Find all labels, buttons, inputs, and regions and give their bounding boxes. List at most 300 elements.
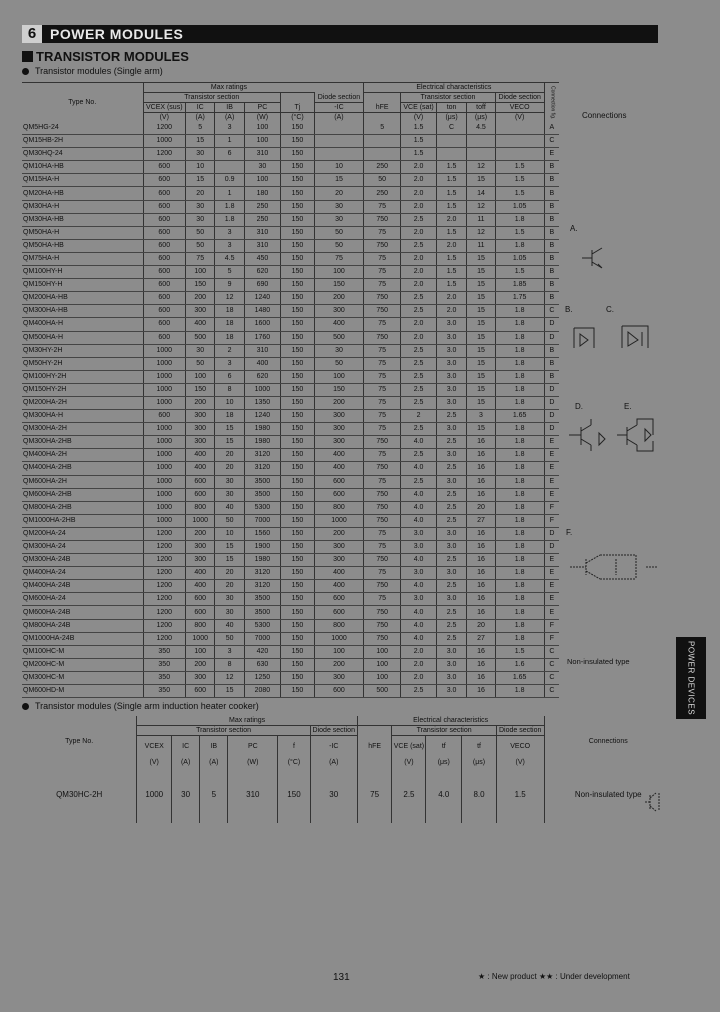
table-cell: B: [544, 200, 559, 213]
table-cell: 150: [281, 187, 315, 200]
table-cell: 16: [467, 658, 495, 671]
table-cell: 1: [215, 135, 244, 148]
table-cell: 600: [143, 252, 185, 265]
table-cell: E: [544, 436, 559, 449]
table-cell: 200: [314, 292, 363, 305]
table-cell: 150: [281, 436, 315, 449]
table-cell: 100: [186, 645, 215, 658]
table-cell: 4.0: [401, 488, 436, 501]
table-cell: 1200: [143, 527, 185, 540]
table-cell: 18: [215, 410, 244, 423]
table-cell: 2.5: [401, 370, 436, 383]
table-cell: [495, 148, 544, 161]
type-no-cell: QM30HA-H: [22, 200, 143, 213]
table-cell: 100: [314, 370, 363, 383]
table-cell: 620: [244, 266, 280, 279]
conn-c-label: C.: [606, 305, 614, 314]
table-cell: 75: [364, 357, 401, 370]
table-cell: 2.0: [401, 318, 436, 331]
table-cell: 1.8: [495, 213, 544, 226]
table-cell: 1000: [143, 514, 185, 527]
table-cell: 4.0: [401, 619, 436, 632]
table-cell: 50: [186, 239, 215, 252]
type-no-cell: QM200HA-HB: [22, 292, 143, 305]
table-cell: 75: [364, 344, 401, 357]
electrical-header: Electrical characteristics: [364, 83, 545, 93]
table-cell: 1.5: [495, 226, 544, 239]
table-cell: 2.0: [436, 292, 467, 305]
table-cell: 310: [244, 239, 280, 252]
table-cell: 16: [467, 488, 495, 501]
table-cell: 15: [467, 370, 495, 383]
diode-section-header: Diode section: [314, 93, 363, 103]
table-cell: B: [544, 266, 559, 279]
table-cell: 150: [281, 331, 315, 344]
table-cell: 400: [314, 318, 363, 331]
table-cell: 600: [143, 410, 185, 423]
table-cell: 750: [364, 554, 401, 567]
table-cell: 1000: [143, 357, 185, 370]
sym-header: hFE: [364, 103, 401, 113]
table-cell: 600: [314, 593, 363, 606]
table-cell: 75: [364, 318, 401, 331]
table-cell: F: [544, 632, 559, 645]
table-cell: B: [544, 279, 559, 292]
sym-header: IC: [186, 103, 215, 113]
table-cell: 750: [364, 619, 401, 632]
table-cell: 1200: [143, 606, 185, 619]
table-cell: 350: [143, 671, 185, 684]
table-cell: A: [544, 122, 559, 135]
table-row: [22, 239, 559, 252]
table-cell: 600: [143, 318, 185, 331]
table-cell: 4.0: [401, 501, 436, 514]
type-no-cell: QM1000HA-2HB: [22, 514, 143, 527]
table-cell: 3500: [244, 488, 280, 501]
table-row: [22, 148, 559, 161]
table-cell: 1980: [244, 423, 280, 436]
table-cell: 1.5: [495, 174, 544, 187]
table-cell: 200: [186, 527, 215, 540]
table-cell: B: [544, 370, 559, 383]
table-cell: 1200: [143, 567, 185, 580]
transistor-modules-table: [22, 82, 559, 698]
table-cell: 3: [215, 645, 244, 658]
table-cell: 1350: [244, 396, 280, 409]
table-cell: E: [544, 449, 559, 462]
table-cell: 2.0: [436, 239, 467, 252]
table-cell: 2.0: [401, 187, 436, 200]
type-no-cell: QM30HY-2H: [22, 344, 143, 357]
table-cell: 2.0: [401, 226, 436, 239]
table-cell: 75: [357, 767, 392, 823]
table-cell: 600: [143, 213, 185, 226]
table-cell: 4.0: [426, 767, 462, 823]
table-cell: D: [544, 331, 559, 344]
type-no-cell: QM200HC-M: [22, 658, 143, 671]
table-cell: 18: [215, 331, 244, 344]
table-cell: [467, 148, 495, 161]
type-no-cell: QM300HA-24: [22, 541, 143, 554]
table-row: [22, 383, 559, 396]
table-cell: 1.5: [401, 122, 436, 135]
table-cell: 20: [215, 462, 244, 475]
unit-header: (W): [228, 758, 278, 767]
table-cell: 15: [467, 174, 495, 187]
table-cell: [364, 135, 401, 148]
table-cell: 20: [186, 187, 215, 200]
table-row: [22, 436, 559, 449]
electrical-header-2: Electrical characteristics: [357, 716, 544, 726]
table-cell: E: [544, 567, 559, 580]
table-cell: 400: [314, 580, 363, 593]
table-cell: 1.5: [436, 279, 467, 292]
unit-header: (μs): [467, 113, 495, 123]
table-cell: 150: [281, 619, 315, 632]
table-cell: 10: [186, 161, 215, 174]
table-cell: 150: [281, 423, 315, 436]
table-cell: 75: [314, 252, 363, 265]
unit-header: (A): [186, 113, 215, 123]
table-cell: 2.5: [401, 396, 436, 409]
table-row: [22, 370, 559, 383]
table-cell: D: [544, 541, 559, 554]
table-cell: 20: [314, 187, 363, 200]
table-cell: 310: [228, 767, 278, 823]
table-cell: C: [544, 671, 559, 684]
table-cell: 75: [364, 370, 401, 383]
table-cell: 30: [186, 344, 215, 357]
table-cell: 1.65: [495, 671, 544, 684]
sym-header: Tj: [281, 103, 315, 113]
table-cell: 1560: [244, 527, 280, 540]
table-cell: 2.5: [401, 449, 436, 462]
table-cell: 300: [314, 554, 363, 567]
table-cell: 1000: [244, 383, 280, 396]
sym-header: tf: [462, 736, 497, 758]
sym-header: IB: [200, 736, 228, 758]
table-cell: 15: [215, 554, 244, 567]
table-cell: 400: [186, 318, 215, 331]
table-cell: 11: [467, 213, 495, 226]
table-row: [22, 606, 559, 619]
table-cell: 16: [467, 527, 495, 540]
table-cell: 750: [364, 488, 401, 501]
table-cell: 100: [314, 266, 363, 279]
table-cell: 310: [244, 226, 280, 239]
table-cell: 150: [281, 200, 315, 213]
type-no-cell: QM300HA-H: [22, 410, 143, 423]
type-no-cell: QM600HD-M: [22, 685, 143, 698]
table-cell: B: [544, 161, 559, 174]
conn-bc-diagram-icon: [568, 318, 658, 354]
table-cell: 10: [215, 527, 244, 540]
table-cell: 2.0: [401, 645, 436, 658]
unit-header: (W): [244, 113, 280, 123]
table-cell: F: [544, 619, 559, 632]
table-cell: 1.5: [436, 200, 467, 213]
table-row: [22, 449, 559, 462]
unit-header: (V): [392, 758, 426, 767]
table-cell: 1200: [143, 148, 185, 161]
table-cell: 1.5: [436, 266, 467, 279]
table-cell: 600: [143, 279, 185, 292]
table-row: [22, 135, 559, 148]
sym-header: toff: [467, 103, 495, 113]
table-cell: 3500: [244, 475, 280, 488]
table-cell: 1.65: [495, 410, 544, 423]
sym-header: PC: [244, 103, 280, 113]
type-no-cell: QM100HY-2H: [22, 370, 143, 383]
table-cell: 75: [364, 593, 401, 606]
table-cell: 1.05: [495, 200, 544, 213]
table-cell: 200: [314, 527, 363, 540]
table-cell: 150: [281, 554, 315, 567]
type-no-cell: QM100HC-M: [22, 645, 143, 658]
unit-header: (μs): [426, 758, 462, 767]
table-cell: F: [544, 501, 559, 514]
table-cell: 3.0: [436, 671, 467, 684]
table-cell: 150: [314, 279, 363, 292]
table-cell: 50: [215, 514, 244, 527]
table-cell: 2.0: [436, 305, 467, 318]
table-cell: 800: [186, 501, 215, 514]
table-cell: 2.5: [401, 685, 436, 698]
table-cell: 2.5: [436, 632, 467, 645]
table-cell: 150: [281, 593, 315, 606]
table-cell: 30: [314, 213, 363, 226]
table-cell: 30: [215, 488, 244, 501]
unit-header: (V): [401, 113, 436, 123]
table-cell: 750: [364, 213, 401, 226]
table-cell: 2.0: [401, 252, 436, 265]
table-cell: 5: [200, 767, 228, 823]
table-cell: 150: [281, 148, 315, 161]
table-cell: [436, 148, 467, 161]
table-cell: 50: [314, 239, 363, 252]
type-no-cell: QM300HC-M: [22, 671, 143, 684]
table-cell: 600: [143, 305, 185, 318]
transistor-section-header-3: Transistor section: [137, 726, 310, 736]
table-cell: 750: [364, 239, 401, 252]
table-cell: 600: [143, 226, 185, 239]
table-cell: 27: [467, 632, 495, 645]
table-cell: 1900: [244, 541, 280, 554]
table-cell: 300: [186, 671, 215, 684]
table-cell: 1000: [137, 767, 172, 823]
type-no-cell: QM400HA-H: [22, 318, 143, 331]
conn-f-diagram-icon: [566, 545, 662, 585]
table-cell: 3: [467, 410, 495, 423]
table-cell: 300: [314, 423, 363, 436]
table-cell: 1.8: [495, 514, 544, 527]
subtitle-induction-heater: Transistor modules (Single arm induction heater cooker): [22, 701, 259, 711]
table-row: [22, 344, 559, 357]
table-cell: 75: [186, 252, 215, 265]
table-cell: 180: [244, 187, 280, 200]
table-cell: C: [436, 122, 467, 135]
table-cell: B: [544, 239, 559, 252]
table-cell: 75: [364, 266, 401, 279]
conn-heater-diagram-icon: [641, 787, 663, 817]
table-cell: 15: [467, 344, 495, 357]
table-cell: 50: [186, 226, 215, 239]
table-cell: 1000: [143, 383, 185, 396]
table-row: [22, 200, 559, 213]
table-cell: 15: [186, 174, 215, 187]
table-cell: 2.5: [401, 213, 436, 226]
sym-header: hFE: [357, 736, 392, 758]
table-cell: 1480: [244, 305, 280, 318]
sym-header: -IC: [310, 736, 357, 758]
table-cell: 1.5: [495, 161, 544, 174]
table-cell: 1000: [143, 436, 185, 449]
table-cell: E: [544, 475, 559, 488]
connections-header-2: Connections: [544, 716, 672, 767]
table-cell: 150: [314, 383, 363, 396]
bullet-icon: [22, 68, 29, 75]
table-cell: 16: [467, 593, 495, 606]
table-cell: D: [544, 527, 559, 540]
table-cell: 1.8: [495, 541, 544, 554]
table-cell: 750: [364, 501, 401, 514]
type-no-cell: QM30HC-2H: [56, 790, 103, 799]
table-cell: E: [544, 148, 559, 161]
table-cell: 1.8: [495, 567, 544, 580]
table-cell: 10: [314, 161, 363, 174]
table-cell: 150: [186, 279, 215, 292]
table-cell: 400: [186, 580, 215, 593]
table-cell: 600: [186, 593, 215, 606]
table-cell: 300: [314, 436, 363, 449]
table-cell: C: [544, 658, 559, 671]
table-cell: 75: [364, 396, 401, 409]
table-cell: 20: [215, 449, 244, 462]
table-cell: 600: [143, 331, 185, 344]
table-cell: 150: [281, 580, 315, 593]
table-cell: 150: [281, 658, 315, 671]
table-cell: D: [544, 423, 559, 436]
table-cell: B: [544, 213, 559, 226]
table-cell: 30: [310, 767, 357, 823]
table-cell: 2.5: [436, 619, 467, 632]
unit-header: (A): [172, 758, 200, 767]
table-row: [22, 580, 559, 593]
table-cell: 250: [364, 187, 401, 200]
table-cell: 3120: [244, 449, 280, 462]
conn-e-label: E.: [624, 402, 632, 411]
table-cell: 2.5: [436, 410, 467, 423]
table-cell: 75: [364, 527, 401, 540]
table-cell: 3.0: [436, 370, 467, 383]
conn-d-label: D.: [575, 402, 583, 411]
type-no-cell: QM5HG-24: [22, 122, 143, 135]
table-cell: 100: [364, 658, 401, 671]
table-cell: 1000: [143, 370, 185, 383]
table-cell: 1.8: [495, 685, 544, 698]
conn-b-label: B.: [565, 305, 573, 314]
table-cell: 250: [364, 161, 401, 174]
unit-header: (°C): [281, 113, 315, 123]
table-cell: 2.0: [401, 658, 436, 671]
table-cell: 150: [281, 357, 315, 370]
type-no-cell: QM1000HA-24B: [22, 632, 143, 645]
table-cell: 150: [281, 685, 315, 698]
table-cell: 3.0: [436, 593, 467, 606]
table-cell: 3.0: [436, 449, 467, 462]
sym-header: ton: [436, 103, 467, 113]
table-cell: 2: [401, 410, 436, 423]
table-cell: 3: [215, 357, 244, 370]
table-row: [22, 187, 559, 200]
table-cell: 1980: [244, 436, 280, 449]
table-cell: 620: [244, 370, 280, 383]
table-cell: 75: [364, 279, 401, 292]
table-row: [22, 174, 559, 187]
table-cell: 2.5: [401, 475, 436, 488]
table-cell: 150: [281, 501, 315, 514]
table-cell: 12: [215, 671, 244, 684]
table-cell: 10: [215, 396, 244, 409]
unit-header: (A): [314, 113, 363, 123]
table-cell: 150: [281, 279, 315, 292]
table-cell: 1.8: [495, 527, 544, 540]
table-row: [22, 266, 559, 279]
table-cell: 15: [467, 266, 495, 279]
table-row: [22, 645, 559, 658]
table-cell: 30: [215, 475, 244, 488]
table-cell: 1.8: [495, 462, 544, 475]
transistor-section-header-2: Transistor section: [401, 93, 495, 103]
table-cell: 350: [143, 685, 185, 698]
table-cell: D: [544, 410, 559, 423]
table-cell: 50: [314, 226, 363, 239]
table-cell: 4.0: [401, 514, 436, 527]
table-cell: [436, 135, 467, 148]
table-cell: 12: [467, 161, 495, 174]
table-cell: 630: [244, 658, 280, 671]
table-cell: 600: [143, 161, 185, 174]
table-cell: 4.0: [401, 462, 436, 475]
table-cell: 150: [281, 344, 315, 357]
table-cell: 300: [186, 541, 215, 554]
table-cell: 15: [467, 357, 495, 370]
table-cell: B: [544, 187, 559, 200]
sym-header: PC: [228, 736, 278, 758]
col-type-header-2: Type No.: [65, 737, 94, 745]
table-cell: 1.8: [495, 423, 544, 436]
table-cell: E: [544, 580, 559, 593]
table-cell: 75: [364, 410, 401, 423]
table-cell: 1.8: [495, 305, 544, 318]
table-cell: 600: [314, 685, 363, 698]
table-cell: 15: [467, 423, 495, 436]
sym-header: VCE (sat): [392, 736, 426, 758]
unit-header: (°C): [278, 758, 311, 767]
table-cell: 16: [467, 606, 495, 619]
table-cell: 1000: [143, 344, 185, 357]
table-cell: 75: [364, 449, 401, 462]
table-cell: 16: [467, 685, 495, 698]
sym-header: VCEX: [137, 736, 172, 758]
table-cell: 350: [143, 658, 185, 671]
table-cell: 500: [364, 685, 401, 698]
table-cell: 3.0: [436, 344, 467, 357]
table-cell: 600: [143, 239, 185, 252]
table-cell: 600: [143, 200, 185, 213]
table-cell: 4.0: [401, 580, 436, 593]
table-cell: 2.5: [436, 580, 467, 593]
